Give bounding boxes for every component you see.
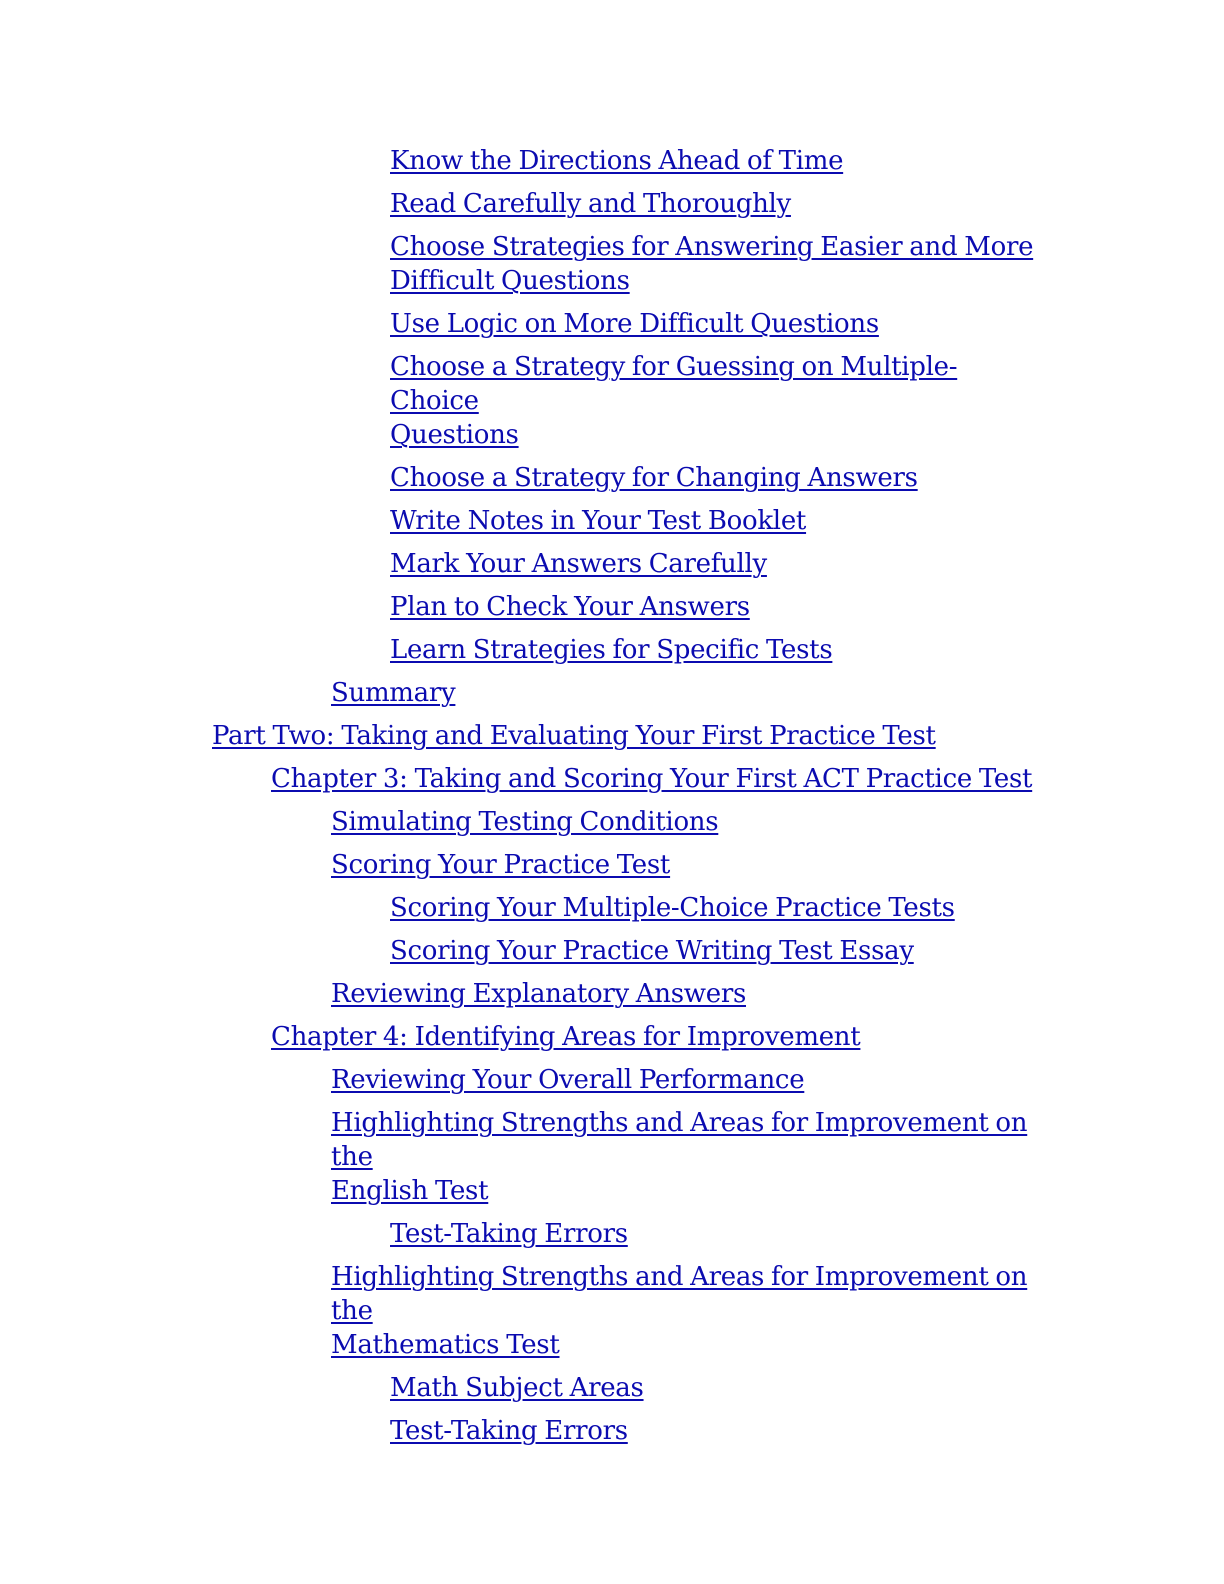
toc-link-plan-check[interactable]: Plan to Check Your Answers (390, 592, 750, 622)
toc-link-scoring-writing-essay[interactable]: Scoring Your Practice Writing Test Essay (390, 936, 914, 966)
toc-link-english-test-taking-errors[interactable]: Test-Taking Errors (390, 1219, 628, 1249)
toc-link-reviewing-explanatory[interactable]: Reviewing Explanatory Answers (331, 979, 746, 1009)
toc-link-scoring-multiple-choice[interactable]: Scoring Your Multiple-Choice Practice Tests (390, 893, 955, 923)
toc-link-strategy-guessing[interactable]: Choose a Strategy for Guessing on Multiple-Choice Questions (390, 352, 958, 450)
toc-link-english-strengths[interactable]: Highlighting Strengths and Areas for Improvement on the English Test (331, 1108, 1028, 1206)
table-of-contents (0, 144, 1224, 1457)
toc-link-scoring-practice-test[interactable]: Scoring Your Practice Test (331, 850, 671, 880)
toc-link-chapter-3[interactable]: Chapter 3: Taking and Scoring Your First ACT Practice Test (271, 764, 1033, 794)
toc-link-read-carefully[interactable]: Read Carefully and Thoroughly (390, 189, 791, 219)
toc-link-know-directions[interactable]: Know the Directions Ahead of Time (390, 146, 844, 176)
toc-link-choose-strategies-answering[interactable]: Choose Strategies for Answering Easier and More Difficult Questions (390, 232, 1034, 296)
toc-link-math-strengths[interactable]: Highlighting Strengths and Areas for Improvement on the Mathematics Test (331, 1262, 1028, 1360)
toc-link-write-notes[interactable]: Write Notes in Your Test Booklet (390, 506, 807, 536)
toc-link-mark-answers[interactable]: Mark Your Answers Carefully (390, 549, 767, 579)
toc-link-part-two[interactable]: Part Two: Taking and Evaluating Your First Practice Test (212, 721, 936, 751)
toc-link-simulating-conditions[interactable]: Simulating Testing Conditions (331, 807, 719, 837)
toc-link-use-logic[interactable]: Use Logic on More Difficult Questions (390, 309, 879, 339)
toc-link-chapter-4[interactable]: Chapter 4: Identifying Areas for Improvement (271, 1022, 861, 1052)
toc-link-overall-performance[interactable]: Reviewing Your Overall Performance (331, 1065, 805, 1095)
toc-link-strategy-changing-answers[interactable]: Choose a Strategy for Changing Answers (390, 463, 918, 493)
toc-link-summary[interactable]: Summary (331, 678, 456, 708)
toc-link-math-subject-areas[interactable]: Math Subject Areas (390, 1373, 644, 1403)
toc-link-learn-strategies[interactable]: Learn Strategies for Specific Tests (390, 635, 833, 665)
toc-link-math-test-taking-errors[interactable]: Test-Taking Errors (390, 1416, 628, 1446)
